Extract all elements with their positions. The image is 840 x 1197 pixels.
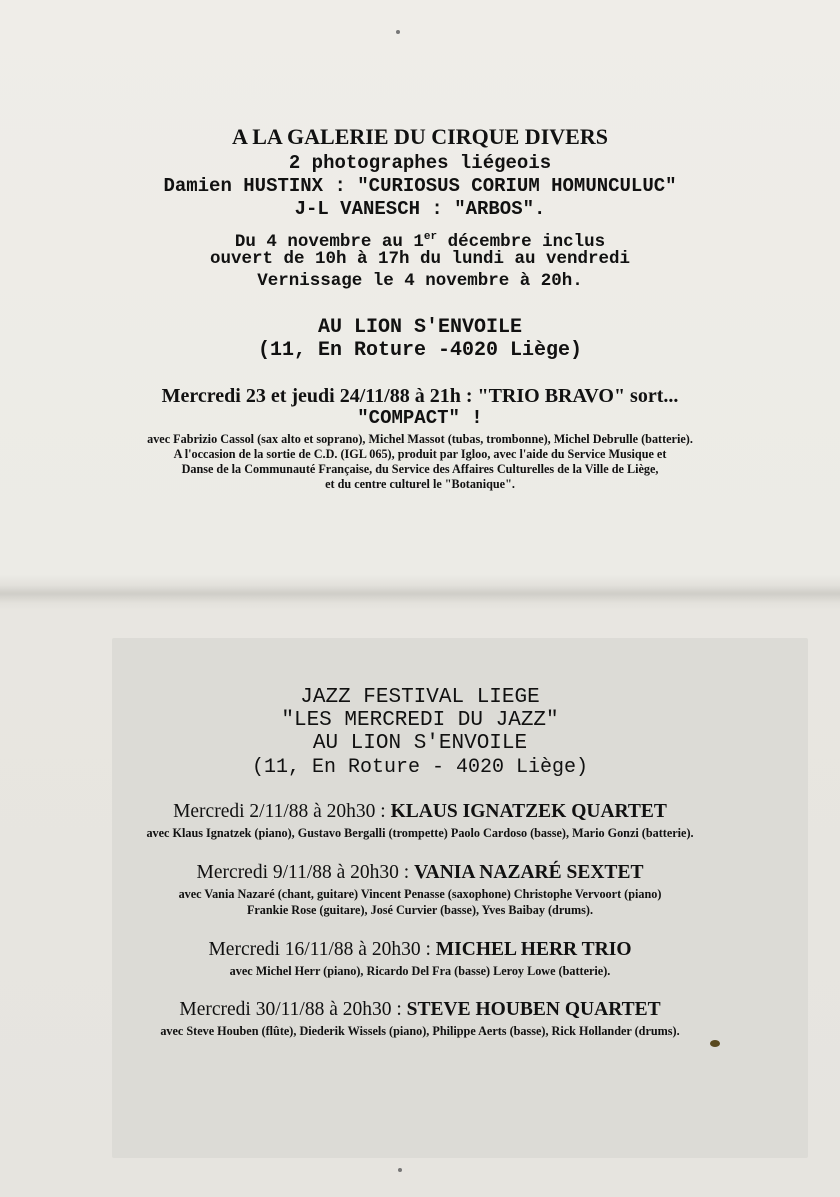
galerie-subtitle: 2 photographes liégeois — [288, 152, 552, 174]
jazz-event-lineup: Frankie Rose (guitare), José Curvier (basse), Yves Baibay (drums). — [246, 903, 594, 917]
lion-address: (11, En Roture -4020 Liège) — [257, 339, 583, 362]
paper-fold — [0, 585, 840, 603]
jazz-event-2 — [0, 861, 840, 885]
lion-detail-1: avec Fabrizio Cassol (sax alto et soprano), Michel Massot (tubas, trombonne), Michel Debrulle (batterie). — [147, 432, 693, 446]
jazz-event-3 — [0, 938, 840, 962]
galerie-dates-prefix: Du 4 novembre au 1 — [234, 231, 424, 252]
jazz-event-band: VANIA NAZARÉ SEXTET — [414, 862, 644, 883]
galerie-artist-1: Damien HUSTINX : "CURIOSUS CORIUM HOMUNCULUC" — [163, 175, 677, 197]
jazz-event-lineup: avec Klaus Ignatzek (piano), Gustavo Bergalli (trompette) Paolo Cardoso (basse), Mario Gonzi (batterie). — [146, 826, 694, 840]
lion-venue: AU LION S'ENVOILE — [317, 316, 523, 339]
lion-detail-2: A l'occasion de la sortie de C.D. (IGL 065), produit par Igloo, avec l'aide du Service Musique et — [173, 447, 667, 461]
jazz-event-date: Mercredi 30/11/88 à 20h30 : — [179, 999, 407, 1020]
jazz-event-lineup: avec Michel Herr (piano), Ricardo Del Fra (basse) Leroy Lowe (batterie). — [229, 964, 611, 978]
jazz-title-3: AU LION S'ENVOILE — [312, 732, 528, 755]
galerie-dates-sup: er — [423, 231, 438, 243]
lion-detail-3: Danse de la Communauté Française, du Service des Affaires Culturelles de la Ville de Liège, — [181, 462, 659, 476]
lion-detail-4: et du centre culturel le "Botanique". — [325, 477, 515, 491]
jazz-event-4 — [0, 998, 840, 1022]
galerie-artist-2: J-L VANESCH : "ARBOS". — [294, 198, 546, 220]
ink-blot — [710, 1040, 720, 1047]
lion-event-line-2: "COMPACT" ! — [357, 407, 483, 429]
jazz-event-lineup: avec Steve Houben (flûte), Diederik Wissels (piano), Philippe Aerts (basse), Rick Hollander (drums). — [160, 1024, 680, 1038]
jazz-title-1: JAZZ FESTIVAL LIEGE — [300, 686, 540, 709]
jazz-event-band: STEVE HOUBEN QUARTET — [406, 999, 661, 1020]
jazz-event-lineup: avec Vania Nazaré (chant, guitare) Vincent Penasse (saxophone) Christophe Vervoort (piano) — [178, 887, 662, 901]
jazz-title-2: "LES MERCREDI DU JAZZ" — [281, 709, 559, 732]
jazz-address: (11, En Roture - 4020 Liège) — [251, 756, 589, 779]
jazz-event-date: Mercredi 16/11/88 à 20h30 : — [208, 939, 436, 960]
jazz-event-1 — [0, 800, 840, 824]
jazz-event-date: Mercredi 2/11/88 à 20h30 : — [173, 801, 391, 822]
galerie-title: A LA GALERIE DU CIRQUE DIVERS — [232, 124, 608, 149]
lion-event-line-1: Mercredi 23 et jeudi 24/11/88 à 21h : "TRIO BRAVO" sort... — [161, 385, 679, 407]
galerie-hours: ouvert de 10h à 17h du lundi au vendredi — [209, 249, 631, 269]
jazz-event-band: KLAUS IGNATZEK QUARTET — [390, 801, 667, 822]
paper-speck — [398, 1168, 402, 1172]
paper-speck — [396, 30, 400, 34]
jazz-event-band: MICHEL HERR TRIO — [435, 939, 632, 960]
galerie-dates-suffix: décembre inclus — [437, 231, 606, 252]
jazz-event-date: Mercredi 9/11/88 à 20h30 : — [196, 862, 415, 883]
galerie-vernissage: Vernissage le 4 novembre à 20h. — [257, 271, 583, 291]
